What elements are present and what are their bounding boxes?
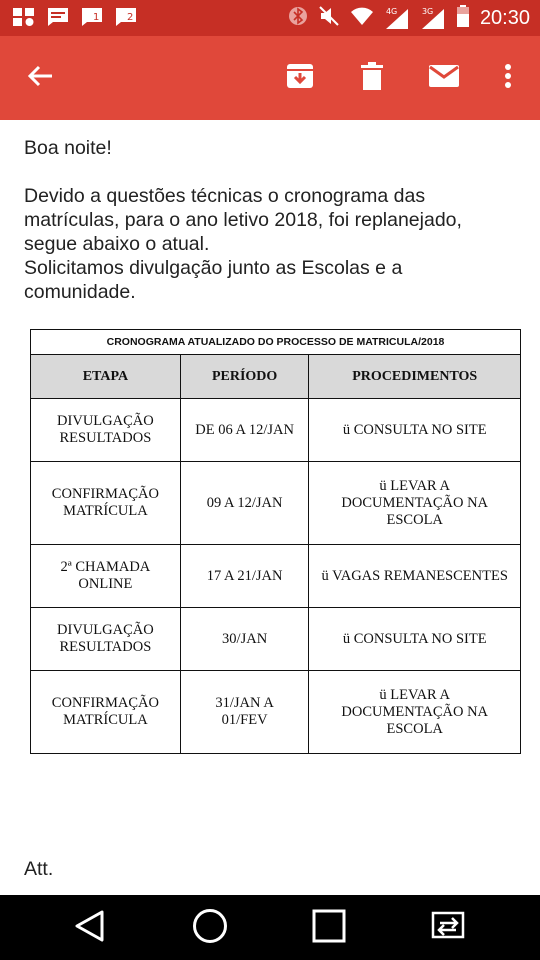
table-row — [31, 399, 521, 462]
header-periodo: PERÍODO — [180, 355, 309, 399]
mark-unread-button[interactable] — [416, 36, 472, 120]
status-bar — [0, 0, 540, 36]
table-row — [31, 462, 521, 545]
back-arrow-icon — [26, 62, 54, 95]
body-line: Devido a questões técnicas o cronograma das — [24, 185, 426, 207]
etapa-text: DIVULGAÇÃO — [57, 622, 154, 638]
header-etapa: ETAPA — [31, 355, 181, 399]
etapa-cell — [31, 399, 181, 462]
recents-square-icon — [312, 909, 346, 948]
periodo-cell — [180, 399, 309, 462]
procedimento-text: DOCUMENTAÇÃO NA — [341, 494, 489, 511]
chat-2-icon — [114, 6, 138, 28]
delete-button[interactable] — [344, 36, 400, 120]
procedimento-text: ESCOLA — [386, 720, 443, 737]
procedimento-cell — [309, 399, 521, 462]
wifi-icon — [350, 5, 374, 32]
body-line: matrículas, para o ano letivo 2018, foi replanejado, — [24, 209, 462, 231]
periodo-cell — [180, 608, 309, 671]
periodo-text: DE 06 A 12/JAN — [195, 421, 294, 438]
procedimento-cell — [309, 671, 521, 754]
periodo-text: 09 A 12/JAN — [206, 494, 283, 511]
signal-4g-icon — [384, 7, 410, 31]
body-line: comunidade. — [24, 281, 136, 303]
periodo-text: 30/JAN — [222, 630, 268, 647]
nav-home-button[interactable] — [180, 903, 240, 953]
etapa-cell — [31, 671, 181, 754]
app-grid-icon — [12, 6, 36, 28]
greeting: Boa noite! — [24, 137, 112, 159]
navigation-bar — [0, 895, 540, 960]
closing-text: Att. — [24, 858, 54, 880]
nav-switch-apps-button[interactable] — [418, 903, 478, 953]
clock: 20:30 — [479, 7, 530, 29]
procedimento-cell — [309, 462, 521, 545]
mute-icon — [318, 4, 340, 33]
email-content — [0, 120, 540, 895]
periodo-text: 17 A 21/JAN — [206, 567, 283, 584]
procedimento-cell — [309, 545, 521, 608]
chat-icon — [46, 6, 70, 28]
svg-text:2: 2 — [127, 12, 134, 23]
etapa-text: RESULTADOS — [59, 639, 152, 655]
procedimento-text: ESCOLA — [386, 511, 443, 528]
back-triangle-icon — [73, 909, 107, 948]
svg-text:1: 1 — [93, 12, 100, 23]
chat-1-icon — [80, 6, 104, 28]
more-options-button[interactable] — [480, 36, 536, 120]
header-procedimentos: PROCEDIMENTOS — [309, 355, 521, 399]
procedimento-text: ü LEVAR A — [379, 477, 451, 494]
etapa-text: MATRÍCULA — [63, 503, 148, 519]
body-line: segue abaixo o atual. — [24, 233, 210, 255]
mark-unread-icon — [428, 64, 460, 93]
etapa-cell — [31, 545, 181, 608]
nav-recents-button[interactable] — [299, 903, 359, 953]
nav-back-button[interactable] — [60, 903, 120, 953]
table-row — [31, 671, 521, 754]
archive-button[interactable] — [272, 36, 328, 120]
procedimento-cell — [309, 608, 521, 671]
battery-icon — [456, 4, 470, 33]
table-row — [31, 608, 521, 671]
delete-icon — [360, 62, 384, 95]
etapa-text: RESULTADOS — [59, 430, 152, 446]
network-4g-label: 4G — [385, 6, 398, 16]
periodo-cell — [180, 545, 309, 608]
archive-icon — [286, 62, 314, 95]
network-3g-label: 3G — [421, 6, 434, 16]
etapa-cell — [31, 462, 181, 545]
procedimento-text: DOCUMENTAÇÃO NA — [341, 703, 489, 720]
procedimento-text: ü VAGAS REMANESCENTES — [321, 567, 508, 584]
system-icons — [288, 4, 530, 33]
procedimento-text: ü CONSULTA NO SITE — [342, 421, 487, 438]
email-body — [24, 136, 524, 304]
etapa-text: ONLINE — [78, 576, 133, 592]
notification-icons — [12, 6, 138, 28]
home-circle-icon — [192, 908, 228, 949]
bluetooth-icon — [288, 4, 308, 33]
procedimento-text: ü CONSULTA NO SITE — [342, 630, 487, 647]
etapa-text: CONFIRMAÇÃO — [51, 486, 159, 502]
table-title: CRONOGRAMA ATUALIZADO DO PROCESSO DE MATRICULA/2018 — [31, 330, 521, 355]
etapa-text: MATRÍCULA — [63, 712, 148, 728]
switch-apps-icon — [427, 911, 469, 946]
periodo-text: 31/JAN A — [215, 695, 274, 711]
body-line: Solicitamos divulgação junto as Escolas e a — [24, 257, 403, 279]
signal-3g-icon — [420, 7, 446, 31]
periodo-cell — [180, 671, 309, 754]
etapa-text: 2ª CHAMADA — [60, 559, 151, 575]
etapa-text: CONFIRMAÇÃO — [51, 695, 159, 711]
more-vert-icon — [504, 63, 512, 94]
periodo-cell — [180, 462, 309, 545]
periodo-text: 01/FEV — [221, 712, 268, 728]
schedule-table — [30, 329, 521, 754]
table-row — [31, 545, 521, 608]
etapa-text: DIVULGAÇÃO — [57, 413, 154, 429]
procedimento-text: ü LEVAR A — [379, 686, 451, 703]
etapa-cell — [31, 608, 181, 671]
app-toolbar — [0, 36, 540, 120]
back-button[interactable] — [12, 36, 68, 120]
